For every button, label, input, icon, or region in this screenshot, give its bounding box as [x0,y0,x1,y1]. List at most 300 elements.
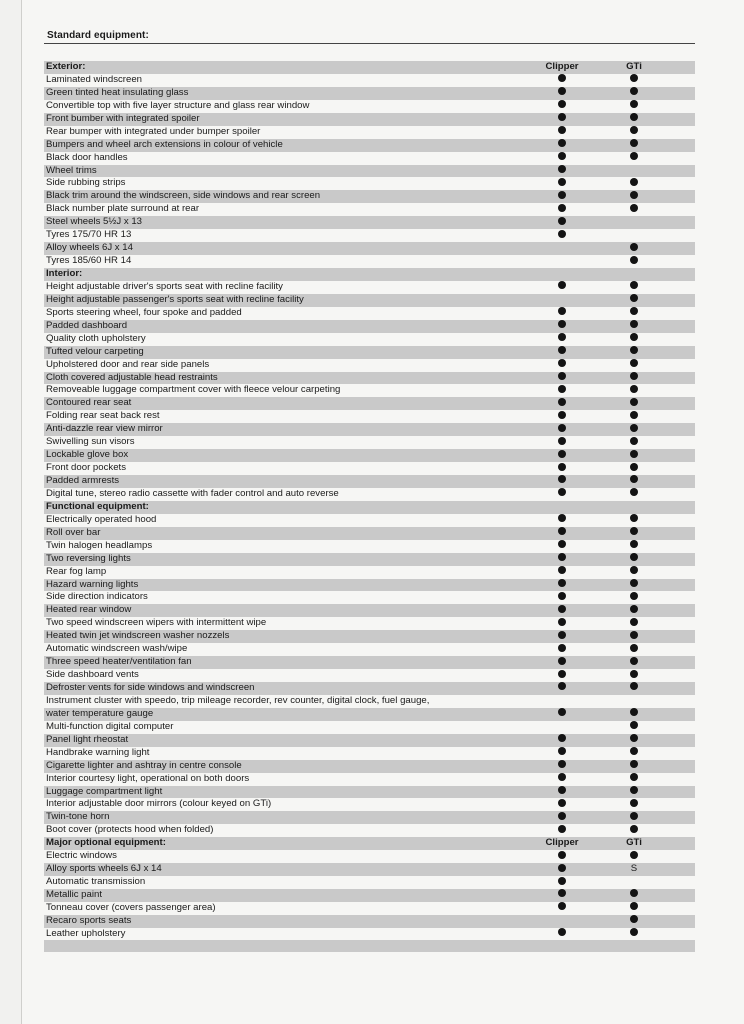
dot-icon [630,734,638,742]
dot-icon [630,87,638,95]
equipment-label: Boot cover (protects hood when folded) [46,824,214,836]
dot-icon [630,514,638,522]
standard-dot-icon [542,643,582,656]
dot-icon [630,294,638,302]
equipment-row [44,889,695,902]
standard-dot-icon [542,617,582,630]
standard-dot-icon [614,811,654,824]
equipment-row [44,152,695,165]
equipment-row [44,773,695,786]
equipment-label: Luggage compartment light [46,785,163,797]
standard-dot-icon [614,177,654,190]
equipment-label: Metallic paint [46,889,102,900]
standard-dot-icon [542,656,582,669]
standard-dot-icon [614,682,654,695]
equipment-label: water temperature gauge [46,707,154,719]
dot-icon [630,100,638,108]
equipment-row [44,669,695,682]
dot-icon [558,100,566,108]
standard-dot-icon [614,113,654,126]
equipment-row [44,786,695,799]
dot-icon [630,243,638,251]
standard-dot-icon [614,669,654,682]
equipment-row [44,255,695,268]
standard-dot-icon [542,139,582,152]
equipment-label: Three speed heater/ventilation fan [46,656,192,668]
standard-dot-icon [542,281,582,294]
column-header: GTi [626,61,642,72]
dot-icon [630,682,638,690]
dot-icon [630,488,638,496]
section-title: Major optional equipment: [46,837,166,849]
standard-dot-icon [542,579,582,592]
dot-icon [630,450,638,458]
standard-dot-icon [542,540,582,553]
standard-dot-icon [542,566,582,579]
dot-icon [558,902,566,910]
equipment-label: Tufted velour carpeting [46,345,144,357]
equipment-label: Handbrake warning light [46,746,150,758]
equipment-row [44,190,695,203]
dot-icon [558,760,566,768]
equipment-row [44,656,695,669]
dot-icon [558,747,566,755]
equipment-row [44,876,695,889]
dot-icon [630,579,638,587]
equipment-label: Quality cloth upholstery [46,332,146,344]
section-header-row [44,268,695,281]
standard-dot-icon [614,190,654,203]
standard-dot-icon [614,410,654,423]
equipment-label: Heated rear window [46,604,132,616]
section-title: Interior: [46,268,83,279]
equipment-label: Panel light rheostat [46,733,129,745]
standard-dot-icon [614,74,654,87]
standard-dot-icon [614,449,654,462]
dot-icon [558,126,566,134]
equipment-label: Laminated windscreen [46,73,142,85]
dot-icon [630,889,638,897]
standard-dot-icon [542,410,582,423]
dot-icon [630,786,638,794]
standard-dot-icon [614,384,654,397]
standard-dot-icon [614,902,654,915]
standard-dot-icon [542,203,582,216]
dot-icon [558,877,566,885]
equipment-row [44,397,695,410]
standard-dot-icon [614,773,654,786]
equipment-label: Convertible top with five layer structure and glass rear window [46,99,310,111]
dot-icon [630,437,638,445]
equipment-row [44,721,695,734]
standard-dot-icon [614,423,654,436]
equipment-label: Front door pockets [46,462,126,474]
section-title: Exterior: [46,61,86,72]
equipment-row [44,475,695,488]
dot-icon [630,333,638,341]
equipment-row [44,372,695,385]
dot-icon [558,631,566,639]
equipment-row [44,682,695,695]
standard-dot-icon [542,850,582,863]
equipment-label: Tonneau cover (covers passenger area) [46,901,216,913]
dot-icon [630,799,638,807]
standard-dot-icon [542,669,582,682]
dot-icon [558,281,566,289]
equipment-label: Automatic windscreen wash/wipe [46,643,188,655]
equipment-label: Twin halogen headlamps [46,539,153,551]
dot-icon [630,553,638,561]
dot-icon [630,411,638,419]
equipment-label: Height adjustable passenger's sports seat with recline facility [46,293,304,305]
standard-dot-icon [614,656,654,669]
standard-dot-icon [614,747,654,760]
dot-icon [630,372,638,380]
dot-icon [558,191,566,199]
equipment-label: Wheel trims [46,164,97,176]
dot-icon [630,566,638,574]
standard-dot-icon [542,786,582,799]
dot-icon [558,605,566,613]
standard-dot-icon [614,824,654,837]
section-header-row [44,61,695,74]
standard-dot-icon [542,811,582,824]
standard-dot-icon [614,242,654,255]
dot-icon [558,463,566,471]
standard-dot-icon [542,423,582,436]
equipment-label: Leather upholstery [46,927,126,939]
equipment-row [44,643,695,656]
equipment-label: Roll over bar [46,526,101,538]
standard-dot-icon [614,346,654,359]
dot-icon [630,320,638,328]
equipment-label: Alloy sports wheels 6J x 14 [46,863,162,875]
equipment-row [44,436,695,449]
dot-icon [558,864,566,872]
equipment-row [44,423,695,436]
standard-dot-icon [614,203,654,216]
dot-icon [558,87,566,95]
equipment-label: Two speed windscreen wipers with intermittent wipe [46,617,267,629]
standard-dot-icon [542,527,582,540]
standard-dot-icon [614,255,654,268]
dot-icon [630,126,638,134]
standard-dot-icon [614,760,654,773]
dot-icon [630,385,638,393]
equipment-label: Cloth covered adjustable head restraints [46,371,218,383]
dot-icon [558,372,566,380]
standard-dot-icon [542,734,582,747]
standard-dot-icon [614,488,654,501]
equipment-table [44,61,695,941]
standard-dot-icon [614,889,654,902]
equipment-label: Two reversing lights [46,552,131,564]
standard-dot-icon [542,113,582,126]
dot-icon [558,592,566,600]
equipment-label: Anti-dazzle rear view mirror [46,423,163,435]
dot-icon [558,424,566,432]
equipment-row [44,100,695,113]
dot-icon [558,670,566,678]
standard-dot-icon [614,475,654,488]
dot-icon [558,708,566,716]
standard-dot-icon [542,798,582,811]
equipment-label: Sports steering wheel, four spoke and padded [46,306,242,318]
standard-dot-icon [614,359,654,372]
equipment-row [44,579,695,592]
standard-dot-icon [614,307,654,320]
dot-icon [630,825,638,833]
dot-icon [558,398,566,406]
standard-dot-icon [614,579,654,592]
dot-icon [630,592,638,600]
dot-icon [558,113,566,121]
dot-icon [630,475,638,483]
equipment-row [44,708,695,721]
standard-dot-icon [542,87,582,100]
dot-icon [630,747,638,755]
dot-icon [630,540,638,548]
dot-icon [558,178,566,186]
standard-dot-icon [542,773,582,786]
dot-icon [558,786,566,794]
dot-icon [630,359,638,367]
standard-dot-icon [614,553,654,566]
standard-dot-icon [614,333,654,346]
standard-dot-icon [614,604,654,617]
equipment-label: Recaro sports seats [46,914,132,926]
dot-icon [630,618,638,626]
dot-icon [630,113,638,121]
standard-dot-icon [542,604,582,617]
section-header-row [44,501,695,514]
equipment-row [44,333,695,346]
standard-dot-icon [614,643,654,656]
dot-icon [630,760,638,768]
equipment-label: Removeable luggage compartment cover with fleece velour carpeting [46,384,341,396]
equipment-row [44,139,695,152]
dot-icon [558,320,566,328]
dot-icon [630,256,638,264]
equipment-row [44,346,695,359]
equipment-row [44,928,695,941]
dot-icon [558,307,566,315]
standard-dot-icon [542,126,582,139]
dot-icon [558,682,566,690]
equipment-label: Defroster vents for side windows and windscreen [46,682,255,693]
equipment-label: Twin-tone horn [46,811,110,823]
standard-dot-icon [614,527,654,540]
dot-icon [630,281,638,289]
equipment-label: Rear fog lamp [46,565,107,577]
equipment-label: Lockable glove box [46,449,129,461]
dot-icon [630,204,638,212]
dot-icon [630,902,638,910]
dot-icon [630,644,638,652]
equipment-row [44,617,695,630]
equipment-row [44,384,695,397]
dot-icon [558,204,566,212]
equipment-row [44,462,695,475]
dot-icon [558,74,566,82]
dot-icon [558,359,566,367]
dot-icon [558,799,566,807]
dot-icon [630,191,638,199]
standard-dot-icon [542,824,582,837]
equipment-label: Automatic transmission [46,876,146,888]
standard-dot-icon [542,333,582,346]
standard-dot-icon [542,216,582,229]
standard-dot-icon [542,359,582,372]
standard-dot-icon [542,760,582,773]
dot-icon [558,773,566,781]
standard-dot-icon [542,863,582,876]
dot-icon [558,437,566,445]
section-header-row [44,837,695,850]
column-header: GTi [626,837,642,849]
standard-dot-icon [614,514,654,527]
dot-icon [558,928,566,936]
dot-icon [558,450,566,458]
dot-icon [630,928,638,936]
equipment-label: Steel wheels 5½J x 13 [46,216,142,228]
equipment-label: Rear bumper with integrated under bumper spoiler [46,125,261,137]
equipment-row [44,540,695,553]
standard-dot-icon [614,540,654,553]
standard-dot-icon [614,630,654,643]
standard-dot-icon [614,294,654,307]
dot-icon [558,230,566,238]
dot-icon [558,566,566,574]
dot-icon [558,165,566,173]
equipment-row [44,514,695,527]
column-header: Clipper [545,61,579,72]
equipment-label: Hazard warning lights [46,578,139,590]
standard-dot-icon [542,889,582,902]
dot-icon [630,708,638,716]
standard-dot-icon [614,798,654,811]
dot-icon [630,631,638,639]
equipment-label: Instrument cluster with speedo, trip mileage recorder, rev counter, digital clock, fuel gauge, [46,694,430,706]
section-title: Functional equipment: [46,500,149,512]
standard-dot-icon [542,514,582,527]
dot-icon [558,411,566,419]
dot-icon [558,812,566,820]
equipment-label: Interior courtesy light, operational on both doors [46,772,250,784]
equipment-label: Swivelling sun visors [46,436,135,448]
dot-icon [630,670,638,678]
standard-dot-icon [542,747,582,760]
equipment-row [44,915,695,928]
dot-icon [558,851,566,859]
standard-dot-icon [614,87,654,100]
equipment-label: Padded dashboard [46,319,128,331]
equipment-row [44,553,695,566]
equipment-row [44,527,695,540]
dot-icon [630,721,638,729]
equipment-row [44,734,695,747]
equipment-row [44,113,695,126]
dot-icon [558,540,566,548]
standard-dot-icon [542,682,582,695]
equipment-row [44,488,695,501]
dot-icon [630,773,638,781]
standard-dot-icon [614,462,654,475]
dot-icon [630,527,638,535]
standard-dot-icon [542,630,582,643]
dot-icon [630,307,638,315]
dot-icon [558,217,566,225]
equipment-row [44,74,695,87]
equipment-row [44,824,695,837]
dot-icon [558,889,566,897]
dot-icon [630,812,638,820]
dot-icon [630,74,638,82]
standard-dot-icon [542,177,582,190]
dot-icon [630,139,638,147]
equipment-label: Heated twin jet windscreen washer nozzels [46,630,230,642]
standard-dot-icon [542,708,582,721]
dot-icon [558,385,566,393]
dot-icon [558,152,566,160]
equipment-row [44,850,695,863]
equipment-row [44,177,695,190]
title-rule [44,43,695,44]
standard-dot-icon [542,190,582,203]
standard-dot-icon [614,721,654,734]
standard-dot-icon [614,152,654,165]
equipment-row [44,126,695,139]
equipment-row [44,216,695,229]
standard-dot-icon [614,126,654,139]
column-header: Clipper [545,837,579,849]
standard-dot-icon [542,74,582,87]
equipment-row [44,281,695,294]
dot-icon [558,488,566,496]
standard-dot-icon [542,902,582,915]
standard-dot-icon [542,165,582,178]
equipment-row [44,320,695,333]
standard-dot-icon [542,229,582,242]
standard-dot-icon [614,915,654,928]
standard-dot-icon [542,346,582,359]
equipment-label: Front bumber with integrated spoiler [46,112,200,124]
equipment-label: Bumpers and wheel arch extensions in colour of vehicle [46,138,283,150]
standard-dot-icon [542,100,582,113]
equipment-label: Side direction indicators [46,591,148,603]
equipment-label: Padded armrests [46,475,120,486]
equipment-row [44,760,695,773]
standard-dot-icon [614,100,654,113]
equipment-label: Interior adjustable door mirrors (colour keyed on GTi) [46,798,272,810]
standard-dot-icon [542,488,582,501]
equipment-row [44,410,695,423]
equipment-label: Side dashboard vents [46,669,139,681]
dot-icon [630,424,638,432]
equipment-row [44,747,695,760]
equipment-row [44,449,695,462]
dot-icon [558,139,566,147]
standard-dot-icon [614,372,654,385]
standard-dot-icon [542,475,582,488]
equipment-row [44,863,695,876]
standard-dot-icon [542,384,582,397]
standard-dot-icon [542,876,582,889]
standard-dot-icon [614,397,654,410]
standard-dot-icon [614,734,654,747]
dot-icon [630,851,638,859]
equipment-row [44,307,695,320]
